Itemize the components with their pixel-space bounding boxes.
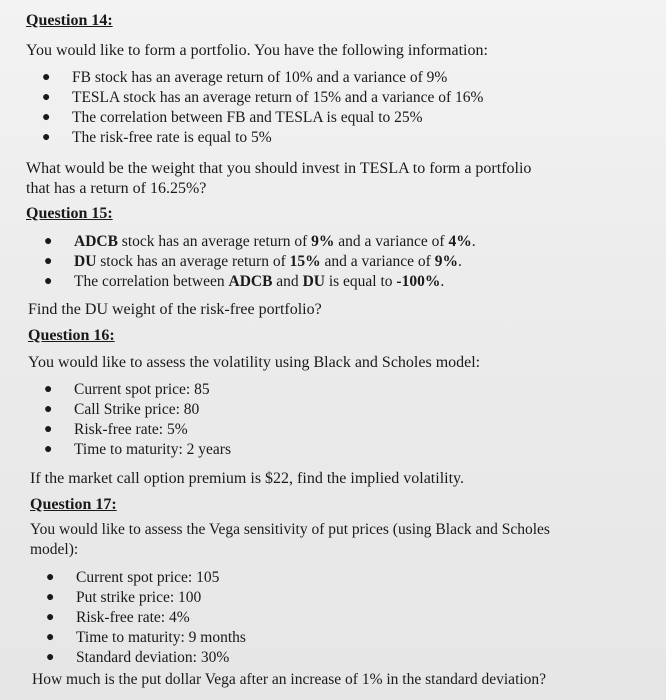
question-14-intro: You would like to form a portfolio. You have the following information: bbox=[26, 42, 488, 59]
bullet-icon: ● bbox=[44, 422, 53, 437]
question-14-prompt-line2: that has a return of 16.25%? bbox=[26, 180, 207, 197]
bullet-icon: ● bbox=[44, 234, 53, 249]
question-16-title: Question 16: bbox=[28, 327, 115, 344]
list-item: ● DU stock has an average return of 15% and a variance of 9%. bbox=[44, 253, 462, 270]
bullet-icon: ● bbox=[46, 570, 55, 585]
list-item: ● Risk-free rate: 5% bbox=[44, 421, 188, 438]
list-item: ● Time to maturity: 2 years bbox=[44, 441, 231, 458]
bullet-icon: ● bbox=[44, 274, 53, 289]
bullet-icon: ● bbox=[46, 630, 55, 645]
bullet-icon: ● bbox=[42, 110, 51, 125]
question-17-intro-line1: You would like to assess the Vega sensitivity of put prices (using Black and Scholes bbox=[30, 521, 550, 538]
list-item: ● ADCB stock has an average return of 9% and a variance of 4%. bbox=[44, 233, 476, 250]
question-15-bullets bbox=[44, 232, 476, 292]
list-item: ● Put strike price: 100 bbox=[46, 589, 202, 606]
list-item: ● The correlation between FB and TESLA is equal to 25% bbox=[42, 109, 423, 126]
list-item: ● Current spot price: 105 bbox=[46, 569, 220, 586]
bullet-icon: ● bbox=[44, 402, 53, 417]
question-17-title: Question 17: bbox=[30, 496, 117, 513]
question-17-prompt: How much is the put dollar Vega after an increase of 1% in the standard deviation? bbox=[32, 671, 547, 688]
bullet-icon: ● bbox=[44, 382, 53, 397]
question-14-bullets bbox=[42, 68, 484, 148]
bullet-icon: ● bbox=[44, 442, 53, 457]
bullet-icon: ● bbox=[42, 90, 51, 105]
bullet-icon: ● bbox=[44, 254, 53, 269]
list-item: ● Call Strike price: 80 bbox=[44, 401, 200, 418]
list-item: ● FB stock has an average return of 10% and a variance of 9% bbox=[42, 69, 448, 86]
question-15-title: Question 15: bbox=[26, 205, 113, 222]
list-item: ● Standard deviation: 30% bbox=[46, 649, 230, 666]
question-16-intro: You would like to assess the volatility using Black and Scholes model: bbox=[28, 354, 481, 371]
question-14-title: Question 14: bbox=[26, 12, 113, 29]
bullet-icon: ● bbox=[42, 130, 51, 145]
question-16-bullets bbox=[44, 380, 231, 460]
question-15-prompt: Find the DU weight of the risk-free portfolio? bbox=[28, 301, 322, 318]
list-item: ● Current spot price: 85 bbox=[44, 381, 210, 398]
question-17-intro-line2: model): bbox=[30, 541, 79, 558]
list-item: ● Time to maturity: 9 months bbox=[46, 629, 246, 646]
bullet-icon: ● bbox=[46, 610, 55, 625]
bullet-icon: ● bbox=[46, 590, 55, 605]
question-16-prompt: If the market call option premium is $22, find the implied volatility. bbox=[30, 470, 464, 487]
bullet-icon: ● bbox=[42, 70, 51, 85]
bullet-icon: ● bbox=[46, 650, 55, 665]
list-item: ● Risk-free rate: 4% bbox=[46, 609, 190, 626]
question-14-prompt-line1: What would be the weight that you should invest in TESLA to form a portfolio bbox=[26, 160, 532, 177]
question-17-bullets bbox=[46, 568, 246, 668]
list-item: ● The correlation between ADCB and DU is equal to -100%. bbox=[44, 273, 445, 290]
list-item: ● TESLA stock has an average return of 15% and a variance of 16% bbox=[42, 89, 484, 106]
list-item: ● The risk-free rate is equal to 5% bbox=[42, 129, 272, 146]
